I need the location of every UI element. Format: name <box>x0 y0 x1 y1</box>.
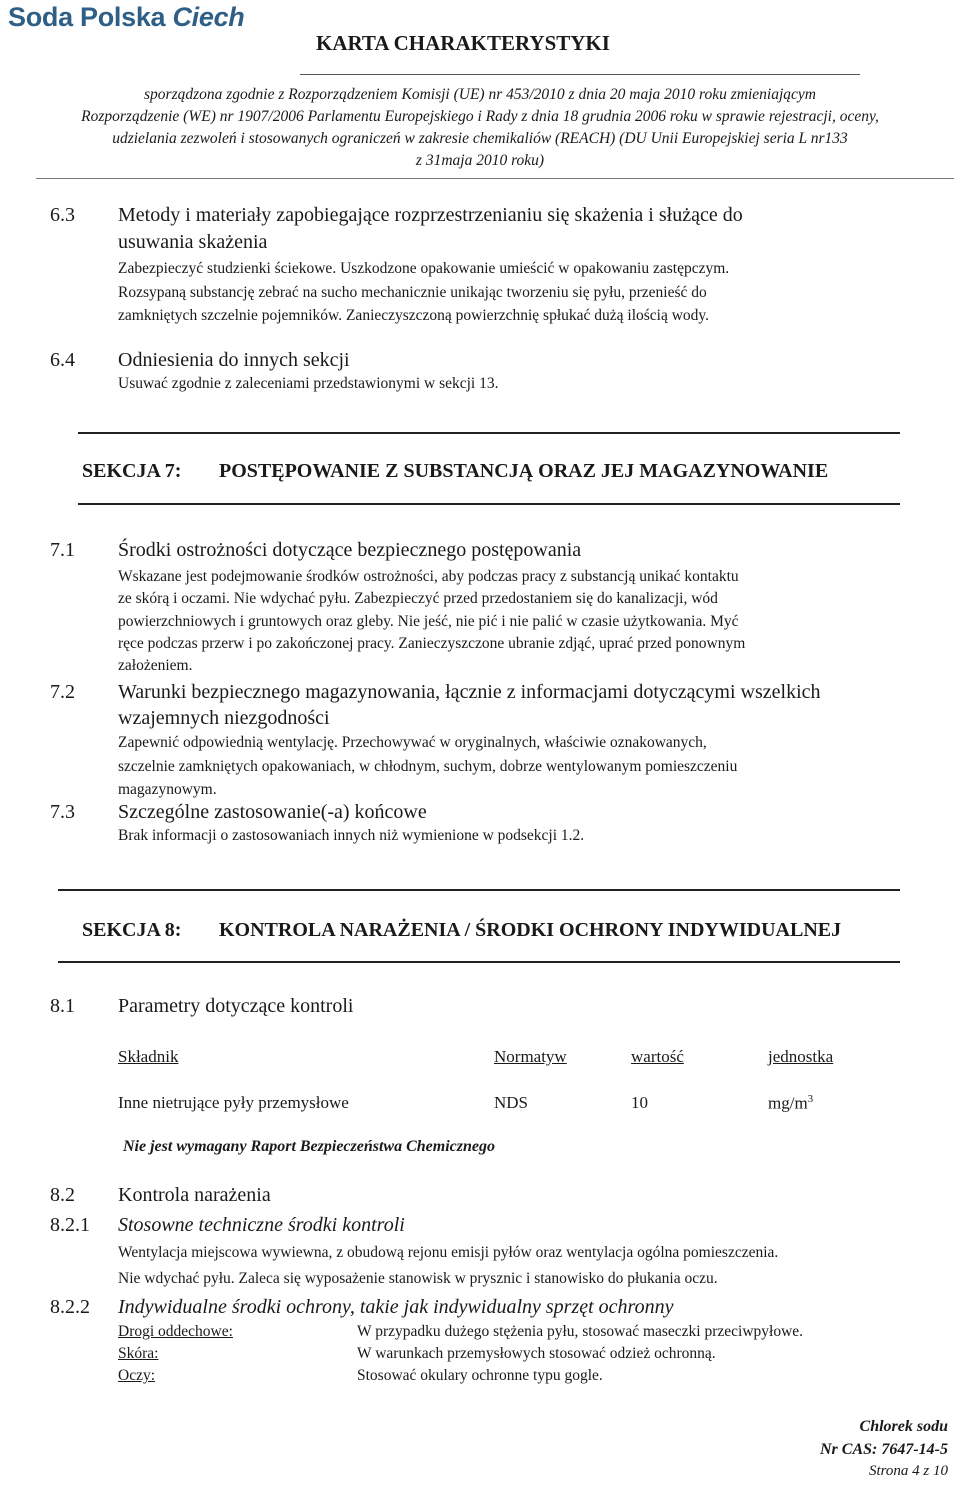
paragraph-line: ręce podczas przerw i po zakończonej pracy. Zanieczyszczone ubranie zdjąć, uprać przed ponownym <box>118 635 746 652</box>
company-logo <box>8 2 245 33</box>
paragraph-line: ze skórą i oczami. Nie wdychać pyłu. Zabezpieczyć przed przedostaniem się do kanalizacji, wód <box>118 590 718 607</box>
section-divider <box>58 889 900 891</box>
protection-text-eyes: Stosować okulary ochronne typu gogle. <box>357 1367 603 1384</box>
column-header-component: Składnik <box>118 1047 179 1066</box>
paragraph-line: Zabezpieczyć studzienki ściekowe. Uszkodzone opakowanie umieścić w opakowaniu zastępczym. <box>118 260 730 277</box>
subsection-number: 7.1 <box>50 539 75 561</box>
subsection-title: Stosowne techniczne środki kontroli <box>118 1214 405 1236</box>
regulation-line-1: sporządzona zgodnie z Rozporządzeniem Komisji (UE) nr 453/2010 z dnia 20 maja 2010 roku zmieniającym <box>144 86 816 103</box>
paragraph-line: szczelnie zamkniętych opakowaniach, w chłodnym, suchym, dobrze wentylowanym pomieszczeniu <box>118 758 738 775</box>
subsection-title: Metody i materiały zapobiegające rozprzestrzenianiu się skażenia i służące do <box>118 204 743 226</box>
section-title: POSTĘPOWANIE Z SUBSTANCJĄ ORAZ JEJ MAGAZYNOWANIE <box>219 460 829 482</box>
protection-label-eyes: Oczy: <box>118 1367 156 1384</box>
paragraph-line: Wentylacja miejscowa wywiewna, z obudową rejonu emisji pyłów oraz wentylacja ogólna pomieszczenia. <box>118 1244 779 1261</box>
subsection-title-cont: usuwania skażenia <box>118 231 268 253</box>
protection-text-respiratory: W przypadku dużego stężenia pyłu, stosować maseczki przeciwpyłowe. <box>357 1323 804 1340</box>
section-title: KONTROLA NARAŻENIA / ŚRODKI OCHRONY INDYWIDUALNEJ <box>219 919 842 941</box>
unit-text: mg/m <box>768 1093 808 1113</box>
subsection-number: 8.2 <box>50 1184 75 1206</box>
paragraph-line: magazynowym. <box>118 781 217 798</box>
subsection-number: 7.3 <box>50 801 75 823</box>
subsection-title-cont: wzajemnych niezgodności <box>118 707 330 729</box>
protection-label-respiratory: Drogi oddechowe: <box>118 1323 233 1340</box>
regulation-line-4: z 31maja 2010 roku) <box>415 152 545 169</box>
protection-label-skin: Skóra: <box>118 1345 159 1362</box>
subsection-number: 8.1 <box>50 995 75 1017</box>
paragraph-line: Nie wdychać pyłu. Zaleca się wyposażenie stanowisk w prysznic i stanowisko do płukania oczu. <box>118 1270 718 1287</box>
column-header-unit: jednostka <box>768 1047 834 1066</box>
cell-component: Inne nietrujące pyły przemysłowe <box>118 1093 349 1112</box>
regulation-line-3: udzielania zezwoleń i stosowanych ograniczeń w zakresie chemikaliów (REACH) (DU Unii Europejskiej seria L nr133 <box>112 130 848 147</box>
subsection-title: Odniesienia do innych sekcji <box>118 349 350 371</box>
footer-cas-number: Nr CAS: 7647-14-5 <box>819 1441 948 1458</box>
subsection-number: 6.3 <box>50 204 75 226</box>
unit-superscript: 3 <box>807 1093 814 1105</box>
section-label: SEKCJA 7: <box>82 460 182 482</box>
subsection-title: Parametry dotyczące kontroli <box>118 995 354 1017</box>
subsection-title: Szczególne zastosowanie(-a) końcowe <box>118 801 427 823</box>
subsection-number: 7.2 <box>50 681 75 703</box>
subsection-number: 8.2.2 <box>50 1296 90 1318</box>
subsection-number: 8.2.1 <box>50 1214 90 1236</box>
footer-page-number: Strona 4 z 10 <box>868 1463 948 1479</box>
protection-text-skin: W warunkach przemysłowych stosować odzież ochronną. <box>357 1345 716 1362</box>
document-title: KARTA CHARAKTERYSTYKI <box>316 31 610 55</box>
cell-unit <box>768 1093 813 1114</box>
paragraph-line: Wskazane jest podejmowanie środków ostrożności, aby podczas pracy z substancją unikać kontaktu <box>118 568 739 585</box>
subsection-number: 6.4 <box>50 349 75 371</box>
cell-standard: NDS <box>494 1093 529 1112</box>
paragraph-line: założeniem. <box>118 657 193 674</box>
subsection-title: Środki ostrożności dotyczące bezpiecznego postępowania <box>118 539 582 561</box>
paragraph-line: Usuwać zgodnie z zaleceniami przedstawionymi w sekcji 13. <box>118 375 499 392</box>
section-divider <box>78 503 900 505</box>
logo-text-ciech: Ciech <box>172 2 245 32</box>
section-label: SEKCJA 8: <box>82 919 182 941</box>
paragraph-line: Zapewnić odpowiednią wentylację. Przechowywać w oryginalnych, właściwie oznakowanych, <box>118 734 707 751</box>
column-header-value: wartość <box>631 1047 684 1066</box>
subsection-title: Indywidualne środki ochrony, takie jak indywidualny sprzęt ochronny <box>118 1296 674 1318</box>
section-divider <box>58 961 900 963</box>
paragraph-line: zamkniętych szczelnie pojemników. Zanieczyszczoną powierzchnię spłukać dużą ilością wody. <box>118 307 710 324</box>
footer-product-name: Chlorek sodu <box>859 1418 948 1435</box>
header-divider <box>300 74 860 75</box>
column-header-standard: Normatyw <box>494 1047 567 1066</box>
paragraph-line: Rozsypaną substancję zebrać na sucho mechanicznie unikając tworzeniu się pyłu, przenieść do <box>118 284 707 301</box>
csr-note: Nie jest wymagany Raport Bezpieczeństwa Chemicznego <box>123 1138 495 1155</box>
header-bottom-divider <box>36 178 954 179</box>
paragraph-line: Brak informacji o zastosowaniach innych niż wymienione w podsekcji 1.2. <box>118 827 585 844</box>
cell-value: 10 <box>631 1093 648 1112</box>
paragraph-line: powierzchniowych i gruntowych oraz gleby. Nie jeść, nie pić i nie palić w czasie użytkowania. Myć <box>118 613 739 630</box>
subsection-title: Kontrola narażenia <box>118 1184 271 1206</box>
subsection-title: Warunki bezpiecznego magazynowania, łącznie z informacjami dotyczącymi wszelkich <box>118 681 821 703</box>
section-divider <box>78 432 900 434</box>
logo-text-soda-polska: Soda Polska <box>8 2 166 32</box>
regulation-line-2: Rozporządzenie (WE) nr 1907/2006 Parlamentu Europejskiego i Rady z dnia 18 grudnia 2006 roku w sprawie rejestracji, oceny, <box>81 108 879 125</box>
